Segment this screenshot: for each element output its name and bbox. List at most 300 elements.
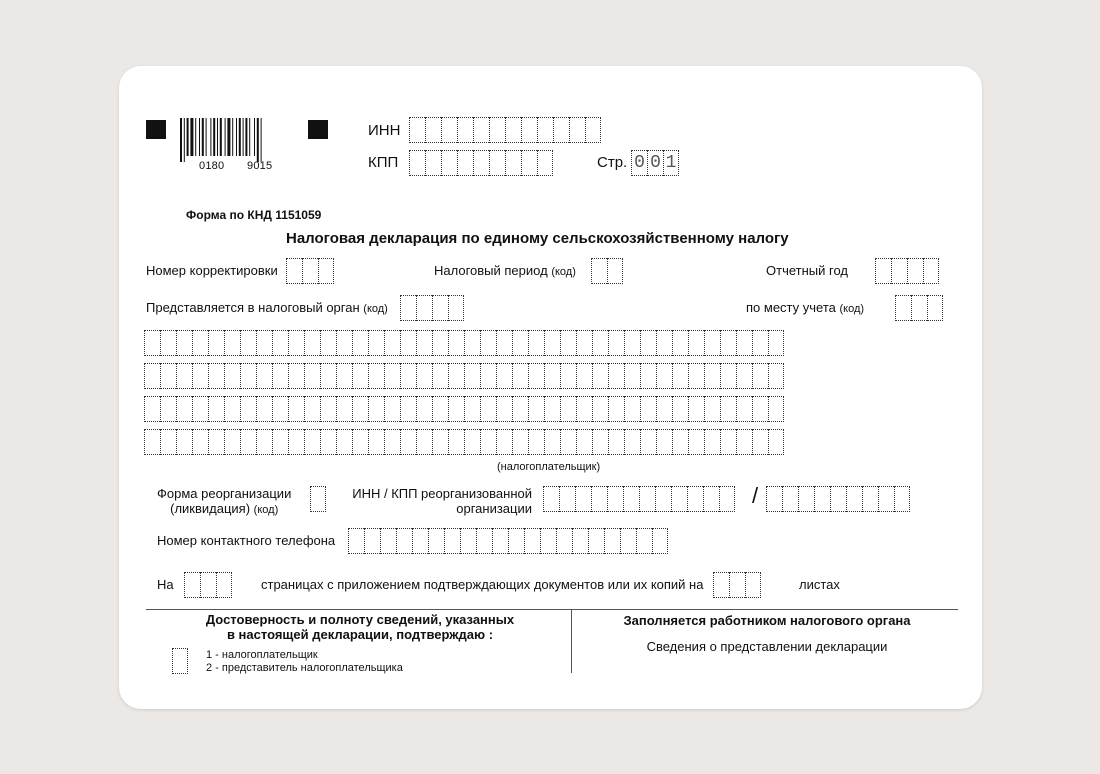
reorg-inn-kpp-label: ИНН / КПП реорганизованной организации [352, 486, 532, 516]
reorg-separator: / [752, 483, 759, 508]
input-cell[interactable] [687, 486, 703, 512]
input-cell[interactable] [576, 363, 592, 389]
input-cell[interactable] [432, 295, 448, 321]
input-cell[interactable] [489, 117, 505, 143]
footer-divider [146, 609, 958, 610]
input-cell[interactable] [272, 429, 288, 455]
input-cell[interactable] [441, 117, 457, 143]
input-cell[interactable] [521, 150, 537, 176]
input-cell[interactable] [544, 363, 560, 389]
page-number-field[interactable] [631, 150, 679, 176]
input-cell[interactable] [384, 396, 400, 422]
input-cell[interactable] [752, 396, 768, 422]
input-cell[interactable] [830, 486, 846, 512]
inn-field[interactable] [409, 117, 601, 143]
input-cell[interactable] [591, 258, 607, 284]
input-cell[interactable] [288, 330, 304, 356]
tax-period-field[interactable] [591, 258, 623, 284]
reorg-kpp-field[interactable] [766, 486, 910, 512]
input-cell[interactable] [448, 363, 464, 389]
reorg-inn-field[interactable] [543, 486, 735, 512]
input-cell[interactable] [719, 486, 735, 512]
input-cell[interactable] [537, 117, 553, 143]
input-cell[interactable] [607, 486, 623, 512]
input-cell[interactable] [352, 429, 368, 455]
input-cell[interactable] [272, 363, 288, 389]
tax-period-label: Налоговый период (код) [434, 263, 576, 278]
input-cell[interactable] [656, 429, 672, 455]
input-cell[interactable] [559, 486, 575, 512]
input-cell[interactable] [553, 117, 569, 143]
input-cell[interactable] [384, 429, 400, 455]
input-cell[interactable] [224, 330, 240, 356]
input-cell[interactable] [336, 396, 352, 422]
input-cell[interactable] [688, 429, 704, 455]
input-cell[interactable] [432, 363, 448, 389]
input-cell[interactable] [216, 572, 232, 598]
input-cell[interactable] [588, 528, 604, 554]
input-cell[interactable] [224, 396, 240, 422]
input-cell[interactable] [608, 330, 624, 356]
input-cell[interactable] [752, 363, 768, 389]
input-cell[interactable] [444, 528, 460, 554]
input-cell[interactable] [208, 330, 224, 356]
input-cell[interactable] [688, 330, 704, 356]
input-cell[interactable] [320, 330, 336, 356]
phone-label: Номер контактного телефона [157, 533, 336, 548]
input-cell[interactable] [400, 396, 416, 422]
input-cell[interactable] [544, 396, 560, 422]
phone-field[interactable] [348, 528, 668, 554]
input-cell[interactable] [336, 363, 352, 389]
input-cell[interactable] [639, 486, 655, 512]
page-digit: 1 [665, 153, 677, 173]
pages-count-field[interactable] [184, 572, 232, 598]
input-cell[interactable] [704, 330, 720, 356]
input-cell[interactable] [272, 396, 288, 422]
reorg-form-label: Форма реорганизации (ликвидация) (код) [157, 486, 292, 516]
input-cell[interactable] [752, 429, 768, 455]
input-cell[interactable] [814, 486, 830, 512]
input-cell[interactable] [172, 648, 188, 674]
input-cell[interactable] [176, 396, 192, 422]
page-title: Налоговая декларация по единому сельскохозяйственному налогу [286, 230, 789, 247]
input-cell[interactable] [505, 117, 521, 143]
input-cell[interactable] [752, 330, 768, 356]
input-cell[interactable] [464, 429, 480, 455]
input-cell[interactable] [569, 117, 585, 143]
tax-authority-field[interactable] [400, 295, 464, 321]
input-cell[interactable] [656, 330, 672, 356]
input-cell[interactable] [623, 486, 639, 512]
input-cell[interactable] [412, 528, 428, 554]
input-cell[interactable] [176, 429, 192, 455]
input-cell[interactable] [288, 363, 304, 389]
input-cell[interactable] [624, 396, 640, 422]
input-cell[interactable] [766, 486, 782, 512]
input-cell[interactable] [608, 363, 624, 389]
input-cell[interactable] [348, 528, 364, 554]
input-cell[interactable] [720, 396, 736, 422]
input-cell[interactable] [576, 429, 592, 455]
input-cell[interactable] [384, 363, 400, 389]
input-cell[interactable] [480, 363, 496, 389]
input-cell[interactable] [575, 486, 591, 512]
input-cell[interactable] [544, 429, 560, 455]
input-cell[interactable] [704, 363, 720, 389]
input-cell[interactable] [192, 330, 208, 356]
reorg-form-field[interactable] [310, 486, 326, 512]
taxpayer-name-row-3[interactable] [144, 396, 784, 422]
input-cell[interactable] [200, 572, 216, 598]
input-cell[interactable] [624, 330, 640, 356]
pages-suffix: листах [799, 577, 840, 592]
confirmation-code-field[interactable] [172, 648, 188, 674]
input-cell[interactable] [425, 117, 441, 143]
input-cell[interactable] [368, 330, 384, 356]
input-cell[interactable] [528, 363, 544, 389]
taxpayer-caption: (налогоплательщик) [497, 461, 601, 473]
input-cell[interactable] [460, 528, 476, 554]
pages-middle-text: страницах с приложением подтверждающих документов или их копий на [261, 577, 704, 592]
input-cell[interactable] [416, 429, 432, 455]
input-cell[interactable] [720, 429, 736, 455]
input-cell[interactable] [384, 330, 400, 356]
input-cell[interactable] [464, 330, 480, 356]
input-cell[interactable] [652, 528, 668, 554]
input-cell[interactable] [400, 363, 416, 389]
input-cell[interactable] [208, 429, 224, 455]
input-cell[interactable] [396, 528, 412, 554]
input-cell[interactable] [512, 429, 528, 455]
input-cell[interactable] [480, 429, 496, 455]
input-cell[interactable] [336, 330, 352, 356]
input-cell[interactable] [585, 117, 601, 143]
input-cell[interactable] [720, 330, 736, 356]
page-digit-cell[interactable] [631, 150, 647, 176]
input-cell[interactable] [620, 528, 636, 554]
input-cell[interactable] [304, 363, 320, 389]
option-taxpayer: 1 - налогоплательщик [206, 649, 318, 661]
input-cell[interactable] [736, 363, 752, 389]
footer-column-divider [571, 609, 572, 673]
input-cell[interactable] [576, 396, 592, 422]
input-cell[interactable] [432, 330, 448, 356]
input-cell[interactable] [416, 330, 432, 356]
input-cell[interactable] [473, 150, 489, 176]
input-cell[interactable] [703, 486, 719, 512]
corner-marker-left [146, 120, 166, 139]
input-cell[interactable] [720, 363, 736, 389]
kpp-field[interactable] [409, 150, 553, 176]
input-cell[interactable] [560, 363, 576, 389]
input-cell[interactable] [288, 396, 304, 422]
input-cell[interactable] [240, 429, 256, 455]
form-code: Форма по КНД 1151059 [186, 208, 322, 222]
input-cell[interactable] [512, 363, 528, 389]
input-cell[interactable] [464, 363, 480, 389]
input-cell[interactable] [400, 429, 416, 455]
input-cell[interactable] [240, 396, 256, 422]
input-cell[interactable] [288, 429, 304, 455]
input-cell[interactable] [736, 396, 752, 422]
input-cell[interactable] [416, 295, 432, 321]
input-cell[interactable] [862, 486, 878, 512]
input-cell[interactable] [256, 330, 272, 356]
input-cell[interactable] [736, 330, 752, 356]
correction-number-label: Номер корректировки [146, 263, 278, 278]
input-cell[interactable] [891, 258, 907, 284]
taxpayer-name-row-4[interactable] [144, 429, 784, 455]
input-cell[interactable] [591, 486, 607, 512]
input-cell[interactable] [400, 295, 416, 321]
input-cell[interactable] [256, 396, 272, 422]
input-cell[interactable] [144, 330, 160, 356]
input-cell[interactable] [540, 528, 556, 554]
input-cell[interactable] [576, 330, 592, 356]
input-cell[interactable] [489, 150, 505, 176]
input-cell[interactable] [352, 330, 368, 356]
input-cell[interactable] [704, 396, 720, 422]
input-cell[interactable] [457, 150, 473, 176]
input-cell[interactable] [425, 150, 441, 176]
input-cell[interactable] [927, 295, 943, 321]
input-cell[interactable] [713, 572, 729, 598]
input-cell[interactable] [480, 396, 496, 422]
declaration-form [119, 66, 982, 709]
input-cell[interactable] [364, 528, 380, 554]
input-cell[interactable] [543, 486, 559, 512]
option-representative: 2 - представитель налогоплательщика [206, 662, 403, 674]
input-cell[interactable] [192, 429, 208, 455]
input-cell[interactable] [524, 528, 540, 554]
input-cell[interactable] [640, 429, 656, 455]
input-cell[interactable] [184, 572, 200, 598]
input-cell[interactable] [798, 486, 814, 512]
input-cell[interactable] [441, 150, 457, 176]
input-cell[interactable] [656, 396, 672, 422]
input-cell[interactable] [368, 396, 384, 422]
input-cell[interactable] [368, 363, 384, 389]
submission-info-label: Сведения о представлении декларации [646, 639, 888, 654]
input-cell[interactable] [160, 363, 176, 389]
input-cell[interactable] [352, 363, 368, 389]
input-cell[interactable] [304, 396, 320, 422]
input-cell[interactable] [560, 330, 576, 356]
place-of-registration-field[interactable] [895, 295, 943, 321]
input-cell[interactable] [457, 117, 473, 143]
taxpayer-name-row-1[interactable] [144, 330, 784, 356]
input-cell[interactable] [320, 429, 336, 455]
input-cell[interactable] [592, 429, 608, 455]
page-digit: 0 [634, 153, 645, 173]
report-year-field[interactable] [875, 258, 939, 284]
input-cell[interactable] [672, 330, 688, 356]
page-digit: 0 [650, 153, 661, 173]
page-label: Стр. [597, 154, 628, 171]
input-cell[interactable] [624, 429, 640, 455]
input-cell[interactable] [400, 330, 416, 356]
input-cell[interactable] [144, 396, 160, 422]
input-cell[interactable] [496, 396, 512, 422]
input-cell[interactable] [160, 396, 176, 422]
input-cell[interactable] [176, 363, 192, 389]
input-cell[interactable] [512, 330, 528, 356]
input-cell[interactable] [224, 429, 240, 455]
input-cell[interactable] [894, 486, 910, 512]
barcode-number-left: 0180 [199, 160, 225, 172]
input-cell[interactable] [556, 528, 572, 554]
input-cell[interactable] [624, 363, 640, 389]
input-cell[interactable] [672, 396, 688, 422]
input-cell[interactable] [560, 396, 576, 422]
input-cell[interactable] [907, 258, 923, 284]
input-cell[interactable] [496, 429, 512, 455]
input-cell[interactable] [704, 429, 720, 455]
input-cell[interactable] [492, 528, 508, 554]
input-cell[interactable] [304, 429, 320, 455]
input-cell[interactable] [655, 486, 671, 512]
input-cell[interactable] [688, 396, 704, 422]
input-cell[interactable] [224, 363, 240, 389]
input-cell[interactable] [464, 396, 480, 422]
input-cell[interactable] [528, 396, 544, 422]
input-cell[interactable] [572, 528, 588, 554]
input-cell[interactable] [528, 330, 544, 356]
input-cell[interactable] [768, 396, 784, 422]
page-digit-cell[interactable] [663, 150, 679, 176]
input-cell[interactable] [476, 528, 492, 554]
place-of-registration-label: по месту учета (код) [746, 300, 865, 315]
input-cell[interactable] [368, 429, 384, 455]
input-cell[interactable] [240, 363, 256, 389]
tax-officer-title: Заполняется работником налогового органа [623, 613, 911, 628]
input-cell[interactable] [768, 429, 784, 455]
input-cell[interactable] [192, 396, 208, 422]
input-cell[interactable] [544, 330, 560, 356]
input-cell[interactable] [512, 396, 528, 422]
input-cell[interactable] [604, 528, 620, 554]
input-cell[interactable] [745, 572, 761, 598]
input-cell[interactable] [416, 363, 432, 389]
input-cell[interactable] [923, 258, 939, 284]
input-cell[interactable] [875, 258, 891, 284]
input-cell[interactable] [144, 363, 160, 389]
report-year-label: Отчетный год [766, 263, 848, 278]
input-cell[interactable] [208, 396, 224, 422]
input-cell[interactable] [592, 363, 608, 389]
input-cell[interactable] [240, 330, 256, 356]
input-cell[interactable] [409, 150, 425, 176]
input-cell[interactable] [528, 429, 544, 455]
input-cell[interactable] [768, 363, 784, 389]
corner-marker-right [308, 120, 328, 139]
input-cell[interactable] [521, 117, 537, 143]
input-cell[interactable] [729, 572, 745, 598]
input-cell[interactable] [473, 117, 489, 143]
input-cell[interactable] [878, 486, 894, 512]
tax-authority-label: Представляется в налоговый орган (код) [146, 300, 388, 315]
input-cell[interactable] [176, 330, 192, 356]
kpp-label: КПП [368, 154, 399, 171]
input-cell[interactable] [320, 396, 336, 422]
input-cell[interactable] [272, 330, 288, 356]
inn-label: ИНН [368, 122, 401, 139]
input-cell[interactable] [160, 330, 176, 356]
input-cell[interactable] [256, 429, 272, 455]
input-cell[interactable] [505, 150, 521, 176]
input-cell[interactable] [256, 363, 272, 389]
input-cell[interactable] [144, 429, 160, 455]
input-cell[interactable] [448, 396, 464, 422]
page-digit-cell[interactable] [647, 150, 663, 176]
input-cell[interactable] [768, 330, 784, 356]
input-cell[interactable] [302, 258, 318, 284]
input-cell[interactable] [318, 258, 334, 284]
input-cell[interactable] [508, 528, 524, 554]
input-cell[interactable] [608, 429, 624, 455]
input-cell[interactable] [496, 330, 512, 356]
input-cell[interactable] [782, 486, 798, 512]
input-cell[interactable] [607, 258, 623, 284]
input-cell[interactable] [409, 117, 425, 143]
input-cell[interactable] [640, 396, 656, 422]
input-cell[interactable] [320, 363, 336, 389]
correction-number-field[interactable] [286, 258, 334, 284]
input-cell[interactable] [304, 330, 320, 356]
input-cell[interactable] [448, 429, 464, 455]
input-cell[interactable] [560, 429, 576, 455]
input-cell[interactable] [286, 258, 302, 284]
input-cell[interactable] [688, 363, 704, 389]
taxpayer-name-row-2[interactable] [144, 363, 784, 389]
input-cell[interactable] [448, 295, 464, 321]
input-cell[interactable] [672, 429, 688, 455]
barcode-icon [180, 118, 294, 162]
input-cell[interactable] [846, 486, 862, 512]
input-cell[interactable] [656, 363, 672, 389]
input-cell[interactable] [432, 396, 448, 422]
sheets-count-field[interactable] [713, 572, 761, 598]
input-cell[interactable] [310, 486, 326, 512]
input-cell[interactable] [428, 528, 444, 554]
confirmation-title: Достоверность и полноту сведений, указанных в настоящей декларации, подтверждаю : [205, 612, 515, 642]
input-cell[interactable] [895, 295, 911, 321]
input-cell[interactable] [336, 429, 352, 455]
input-cell[interactable] [480, 330, 496, 356]
input-cell[interactable] [636, 528, 652, 554]
input-cell[interactable] [672, 363, 688, 389]
input-cell[interactable] [416, 396, 432, 422]
input-cell[interactable] [160, 429, 176, 455]
input-cell[interactable] [352, 396, 368, 422]
input-cell[interactable] [592, 396, 608, 422]
input-cell[interactable] [537, 150, 553, 176]
input-cell[interactable] [380, 528, 396, 554]
input-cell[interactable] [608, 396, 624, 422]
input-cell[interactable] [671, 486, 687, 512]
input-cell[interactable] [208, 363, 224, 389]
input-cell[interactable] [640, 363, 656, 389]
input-cell[interactable] [736, 429, 752, 455]
input-cell[interactable] [640, 330, 656, 356]
input-cell[interactable] [192, 363, 208, 389]
input-cell[interactable] [432, 429, 448, 455]
input-cell[interactable] [496, 363, 512, 389]
input-cell[interactable] [448, 330, 464, 356]
input-cell[interactable] [911, 295, 927, 321]
input-cell[interactable] [592, 330, 608, 356]
